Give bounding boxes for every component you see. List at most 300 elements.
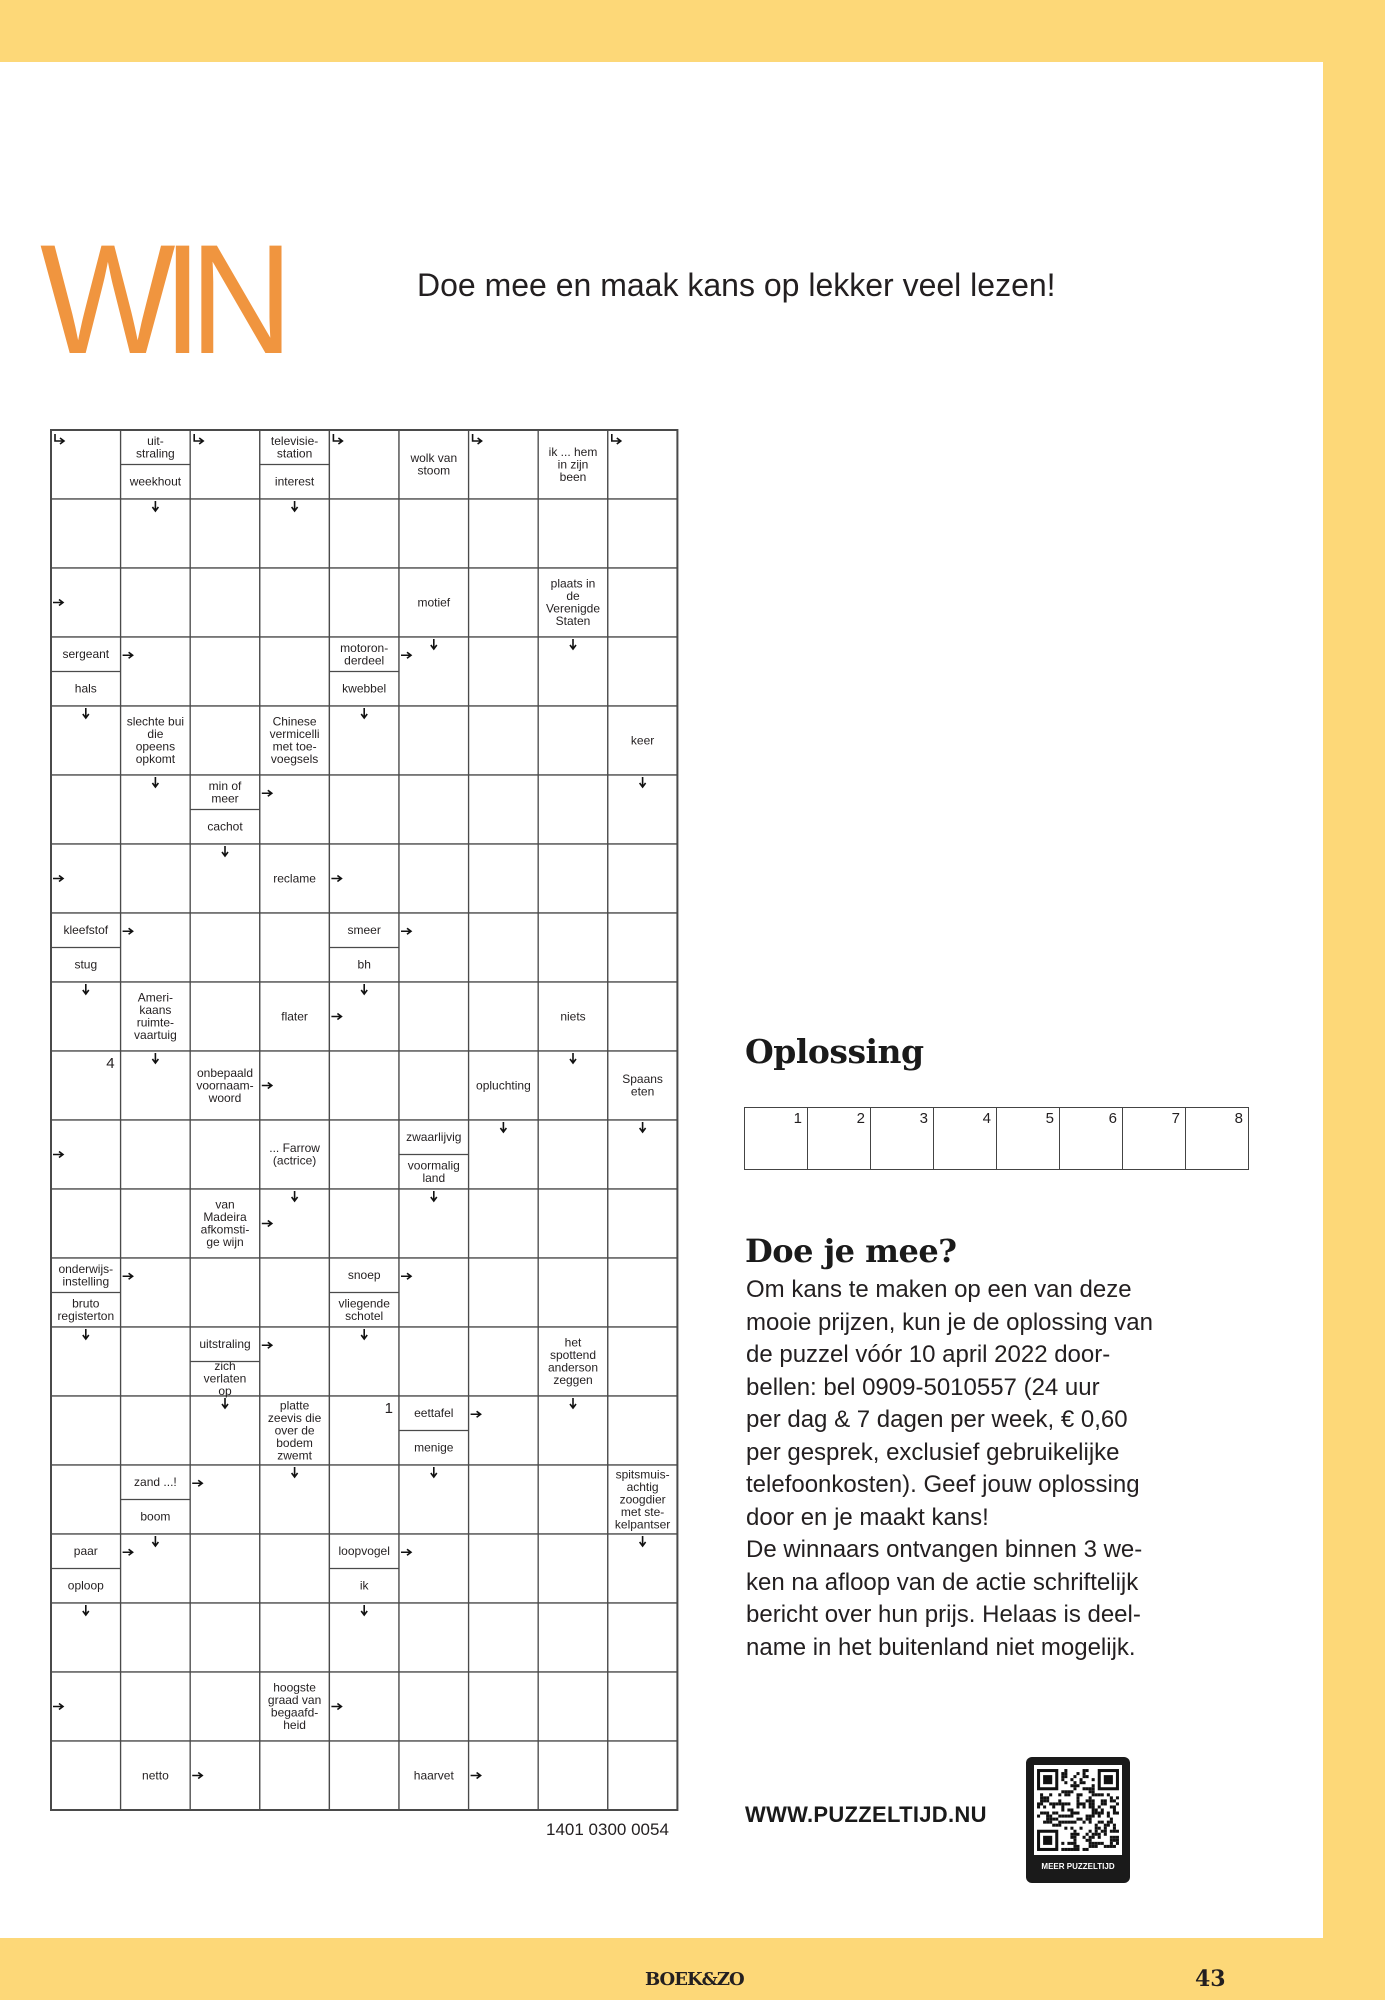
qr-module xyxy=(1080,1781,1083,1784)
crossword-svg xyxy=(51,430,679,1812)
qr-module xyxy=(1104,1799,1107,1802)
grid-cell[interactable] xyxy=(121,913,191,982)
qr-module xyxy=(1064,1775,1067,1778)
clue-text: de xyxy=(566,589,580,603)
clue-text: ... Farrow xyxy=(269,1141,320,1155)
solution-box[interactable] xyxy=(1123,1108,1186,1169)
grid-cell[interactable] xyxy=(260,913,330,982)
clue-text: oploop xyxy=(67,1578,104,1593)
qr-module xyxy=(1070,1821,1073,1824)
qr-module xyxy=(1083,1821,1086,1824)
grid-cell[interactable] xyxy=(399,499,469,568)
clue-text: over de xyxy=(274,1423,315,1438)
qr-module xyxy=(1095,1827,1098,1830)
qr-module xyxy=(1073,1848,1076,1851)
clue-text: snoep xyxy=(347,1268,381,1282)
grid-cell[interactable] xyxy=(121,1672,191,1741)
qr-module xyxy=(1104,1802,1107,1805)
clue-text: spottend xyxy=(549,1348,597,1362)
participate-text xyxy=(746,1274,1186,1664)
qr-module xyxy=(1101,1799,1104,1802)
qr-module xyxy=(1086,1769,1089,1772)
grid-cell[interactable] xyxy=(329,1189,399,1258)
clue-text: ge wijn xyxy=(206,1235,244,1249)
clue-text: land xyxy=(422,1170,446,1185)
qr-module xyxy=(1092,1833,1095,1836)
puzzle-code: 1401 0300 0054 xyxy=(546,1820,669,1839)
grid-cell[interactable] xyxy=(190,1258,260,1327)
grid-cell[interactable] xyxy=(608,1189,678,1258)
clue-text: menige xyxy=(414,1440,454,1455)
qr-module xyxy=(1052,1805,1055,1808)
qr-module xyxy=(1073,1775,1076,1778)
qr-module xyxy=(1067,1821,1070,1824)
qr-module xyxy=(1064,1793,1067,1796)
qr-module xyxy=(1043,1821,1046,1824)
clue-text: zand ...! xyxy=(134,1475,177,1489)
clue-text: instelling xyxy=(62,1274,110,1289)
clue-text: zwemt xyxy=(277,1448,312,1463)
grid-cell[interactable] xyxy=(51,1189,121,1258)
solution-box[interactable] xyxy=(808,1108,871,1169)
grid-cell[interactable] xyxy=(469,568,539,637)
grid-cell[interactable] xyxy=(51,1465,121,1534)
qr-module xyxy=(1064,1781,1067,1784)
grid-cell[interactable] xyxy=(329,1465,399,1534)
qr-module xyxy=(1073,1836,1076,1839)
website-link[interactable]: WWW.PUZZELTIJD.NU xyxy=(745,1802,987,1827)
grid-cell[interactable] xyxy=(121,1396,191,1465)
grid-cell[interactable] xyxy=(260,568,330,637)
qr-module xyxy=(1061,1772,1064,1775)
grid-cell[interactable] xyxy=(190,1534,260,1603)
grid-cell[interactable] xyxy=(469,1189,539,1258)
grid-cell[interactable] xyxy=(121,1327,191,1396)
qr-module xyxy=(1092,1802,1095,1805)
qr-module xyxy=(1101,1802,1104,1805)
clue-text: motoron- xyxy=(340,640,389,655)
grid-cell[interactable] xyxy=(329,568,399,637)
qr-module xyxy=(1049,1793,1052,1796)
magazine-page xyxy=(0,62,1323,1992)
qr-module xyxy=(1086,1818,1089,1821)
qr-module xyxy=(1067,1802,1070,1805)
qr-module xyxy=(1076,1812,1079,1815)
grid-cell[interactable] xyxy=(608,1396,678,1465)
clue-text: eten xyxy=(630,1084,655,1099)
qr-module xyxy=(1101,1830,1104,1833)
qr-module xyxy=(1061,1805,1064,1808)
qr-module xyxy=(1113,1830,1116,1833)
clue-text: onbepaald xyxy=(196,1065,254,1080)
solution-box[interactable] xyxy=(997,1108,1060,1169)
solution-title: Oplossing xyxy=(745,1032,924,1071)
qr-module xyxy=(1092,1842,1095,1845)
qr-module xyxy=(1101,1812,1104,1815)
grid-cell[interactable] xyxy=(121,637,191,706)
clue-text: vermicelli xyxy=(269,727,320,741)
grid-cell[interactable] xyxy=(608,844,678,913)
qr-module xyxy=(1116,1839,1119,1842)
qr-module xyxy=(1076,1796,1079,1799)
clue-text: niets xyxy=(560,1009,586,1024)
qr-module xyxy=(1080,1793,1083,1796)
qr-module xyxy=(1092,1808,1095,1811)
grid-cell[interactable] xyxy=(260,1327,330,1396)
qr-module xyxy=(1073,1781,1076,1784)
qr-module xyxy=(1064,1821,1067,1824)
qr-module xyxy=(1107,1812,1110,1815)
clue-text: met ste- xyxy=(620,1504,665,1519)
qr-module xyxy=(1092,1812,1095,1815)
grid-cell[interactable] xyxy=(190,913,260,982)
qr-module xyxy=(1070,1815,1073,1818)
clue-text: Chinese xyxy=(272,714,317,729)
qr-module xyxy=(1076,1833,1079,1836)
qr-module xyxy=(1083,1836,1086,1839)
grid-cell[interactable] xyxy=(190,982,260,1051)
qr-module xyxy=(1058,1802,1061,1805)
qr-module xyxy=(1095,1793,1098,1796)
qr-module xyxy=(1110,1839,1113,1842)
grid-cell[interactable] xyxy=(538,913,608,982)
clue-text: verlaten xyxy=(203,1371,247,1386)
grid-cell[interactable] xyxy=(538,1672,608,1741)
qr-module xyxy=(1104,1824,1107,1827)
qr-module xyxy=(1098,1815,1101,1818)
grid-cell[interactable] xyxy=(469,1396,539,1465)
grid-cell[interactable] xyxy=(121,844,191,913)
qr-module xyxy=(1064,1772,1067,1775)
grid-cell[interactable] xyxy=(51,1396,121,1465)
grid-cell[interactable] xyxy=(260,637,330,706)
clue-text: in zijn xyxy=(557,457,589,472)
grid-cell[interactable] xyxy=(121,1258,191,1327)
clue-text: boom xyxy=(140,1509,171,1524)
clue-text: weekhout xyxy=(129,474,182,489)
qr-code[interactable] xyxy=(1026,1757,1130,1883)
solution-box-number: 3 xyxy=(919,1110,928,1127)
qr-module xyxy=(1073,1784,1076,1787)
solution-box[interactable] xyxy=(934,1108,997,1169)
qr-module xyxy=(1043,1775,1052,1784)
qr-module xyxy=(1061,1815,1064,1818)
qr-module xyxy=(1098,1812,1101,1815)
grid-cell[interactable] xyxy=(469,1672,539,1741)
qr-module xyxy=(1040,1799,1043,1802)
grid-cell[interactable] xyxy=(538,1120,608,1189)
qr-module xyxy=(1064,1815,1067,1818)
grid-cell[interactable] xyxy=(260,1741,330,1810)
qr-module xyxy=(1089,1802,1092,1805)
qr-module xyxy=(1064,1790,1067,1793)
qr-module xyxy=(1083,1787,1086,1790)
qr-module xyxy=(1067,1815,1070,1818)
grid-cell[interactable] xyxy=(608,1327,678,1396)
qr-module xyxy=(1040,1793,1043,1796)
grid-cell[interactable] xyxy=(329,775,399,844)
qr-module xyxy=(1098,1836,1101,1839)
grid-cell[interactable] xyxy=(190,568,260,637)
clue-text: Spaans xyxy=(622,1072,663,1086)
qr-module xyxy=(1070,1848,1073,1851)
grid-cell[interactable] xyxy=(399,1327,469,1396)
qr-module xyxy=(1070,1808,1073,1811)
qr-module xyxy=(1089,1821,1092,1824)
clue-text: uit- xyxy=(147,433,164,448)
qr-module xyxy=(1089,1845,1092,1848)
grid-cell[interactable] xyxy=(608,1258,678,1327)
participate-line: telefoonkosten). Geef jouw oplossing xyxy=(746,1471,1140,1498)
qr-module xyxy=(1110,1836,1113,1839)
qr-module xyxy=(1058,1793,1061,1796)
participate-title: Doe je mee? xyxy=(745,1232,957,1270)
qr-module xyxy=(1061,1775,1064,1778)
qr-module xyxy=(1080,1827,1083,1830)
qr-module xyxy=(1113,1812,1116,1815)
qr-module xyxy=(1043,1799,1046,1802)
qr-module xyxy=(1092,1790,1095,1793)
qr-module xyxy=(1067,1842,1070,1845)
grid-cell[interactable] xyxy=(469,844,539,913)
clue-text: station xyxy=(276,446,313,461)
clue-text: spitsmuis- xyxy=(615,1467,670,1482)
qr-module xyxy=(1043,1812,1046,1815)
qr-module xyxy=(1104,1827,1107,1830)
qr-module xyxy=(1076,1784,1079,1787)
grid-cell[interactable] xyxy=(469,637,539,706)
grid-cell[interactable] xyxy=(469,982,539,1051)
clue-text: paar xyxy=(73,1544,98,1558)
clue-text: onderwijs- xyxy=(58,1261,114,1276)
grid-cell[interactable] xyxy=(121,1189,191,1258)
clue-text: cachot xyxy=(207,819,243,834)
grid-cell[interactable] xyxy=(190,1603,260,1672)
grid-cell[interactable] xyxy=(608,1603,678,1672)
grid-cell[interactable] xyxy=(399,706,469,775)
grid-cell[interactable] xyxy=(538,499,608,568)
qr-module xyxy=(1116,1836,1119,1839)
qr-module xyxy=(1101,1842,1104,1845)
grid-cell[interactable] xyxy=(329,499,399,568)
qr-module xyxy=(1086,1787,1089,1790)
grid-cell[interactable] xyxy=(469,1603,539,1672)
qr-module xyxy=(1116,1802,1119,1805)
qr-module xyxy=(1070,1784,1073,1787)
qr-module xyxy=(1089,1836,1092,1839)
qr-module xyxy=(1083,1775,1086,1778)
grid-cell[interactable] xyxy=(260,1534,330,1603)
grid-cell[interactable] xyxy=(538,1465,608,1534)
clue-text: netto xyxy=(142,1768,169,1783)
grid-cell[interactable] xyxy=(121,1120,191,1189)
clue-text: Staten xyxy=(555,614,591,628)
clue-text: voormalig xyxy=(407,1158,460,1173)
solution-box[interactable] xyxy=(745,1108,808,1169)
qr-module xyxy=(1067,1808,1070,1811)
clue-text: zich xyxy=(214,1359,236,1373)
qr-module xyxy=(1089,1818,1092,1821)
grid-cell[interactable] xyxy=(469,1534,539,1603)
qr-module xyxy=(1061,1790,1064,1793)
grid-cell[interactable] xyxy=(608,568,678,637)
grid-cell[interactable] xyxy=(608,1741,678,1810)
qr-module xyxy=(1095,1833,1098,1836)
grid-cell[interactable] xyxy=(608,913,678,982)
grid-cell[interactable] xyxy=(538,1603,608,1672)
participate-line: De winnaars ontvangen binnen 3 we- xyxy=(746,1536,1143,1563)
grid-cell[interactable] xyxy=(469,706,539,775)
clue-text: keer xyxy=(630,733,655,748)
crossword-grid xyxy=(51,430,679,1812)
participate-line: mooie prijzen, kun je de oplossing van xyxy=(746,1308,1153,1336)
grid-cell[interactable] xyxy=(608,637,678,706)
grid-cell[interactable] xyxy=(121,1603,191,1672)
participate-line: ken na afloop van de actie schriftelijk xyxy=(746,1568,1139,1596)
qr-module xyxy=(1073,1812,1076,1815)
grid-cell[interactable] xyxy=(329,1051,399,1120)
grid-cell[interactable] xyxy=(190,1672,260,1741)
grid-cell[interactable] xyxy=(260,1258,330,1327)
qr-module xyxy=(1116,1796,1119,1799)
clue-text: min of xyxy=(208,778,242,793)
qr-module xyxy=(1101,1821,1104,1824)
clue-text: flater xyxy=(281,1009,308,1024)
grid-cell[interactable] xyxy=(51,1741,121,1810)
grid-cell[interactable] xyxy=(399,1603,469,1672)
grid-cell[interactable] xyxy=(469,775,539,844)
grid-cell[interactable] xyxy=(399,1051,469,1120)
qr-module xyxy=(1083,1781,1086,1784)
grid-cell[interactable] xyxy=(260,1603,330,1672)
qr-module xyxy=(1037,1815,1040,1818)
qr-module xyxy=(1046,1815,1049,1818)
grid-cell[interactable] xyxy=(608,499,678,568)
qr-module xyxy=(1070,1836,1073,1839)
grid-cell[interactable] xyxy=(538,1258,608,1327)
grid-cell[interactable] xyxy=(469,499,539,568)
qr-module xyxy=(1070,1812,1073,1815)
qr-module xyxy=(1083,1805,1086,1808)
qr-module xyxy=(1107,1845,1110,1848)
solution-box[interactable] xyxy=(871,1108,934,1169)
qr-module xyxy=(1073,1842,1076,1845)
qr-module xyxy=(1046,1799,1049,1802)
clue-text: voegsels xyxy=(270,752,319,766)
solution-box-number: 4 xyxy=(982,1110,991,1127)
grid-cell[interactable] xyxy=(538,775,608,844)
grid-cell[interactable] xyxy=(190,1120,260,1189)
grid-cell[interactable] xyxy=(538,844,608,913)
qr-module xyxy=(1086,1799,1089,1802)
qr-module xyxy=(1043,1796,1046,1799)
win-title: WIN xyxy=(40,213,281,387)
clue-text: platte xyxy=(279,1398,310,1413)
qr-module xyxy=(1110,1818,1113,1821)
qr-module xyxy=(1083,1772,1086,1775)
clue-text: hals xyxy=(74,681,97,696)
grid-cell[interactable] xyxy=(121,568,191,637)
qr-module xyxy=(1076,1793,1079,1796)
qr-module xyxy=(1052,1824,1055,1827)
qr-module xyxy=(1076,1818,1079,1821)
qr-module xyxy=(1040,1796,1043,1799)
clue-text: eettafel xyxy=(414,1406,454,1420)
qr-module xyxy=(1095,1830,1098,1833)
grid-cell[interactable] xyxy=(399,844,469,913)
grid-cell[interactable] xyxy=(190,637,260,706)
qr-module xyxy=(1089,1790,1092,1793)
clue-text: kelpantser xyxy=(614,1517,671,1532)
clue-text: plaats in xyxy=(550,576,596,591)
qr-module xyxy=(1070,1778,1073,1781)
qr-module xyxy=(1076,1799,1079,1802)
qr-module xyxy=(1095,1812,1098,1815)
grid-cell[interactable] xyxy=(469,1327,539,1396)
grid-cell[interactable] xyxy=(469,913,539,982)
qr-module xyxy=(1086,1775,1089,1778)
qr-module xyxy=(1073,1839,1076,1842)
grid-cell[interactable] xyxy=(399,913,469,982)
grid-cell[interactable] xyxy=(399,982,469,1051)
grid-cell[interactable] xyxy=(190,706,260,775)
grid-cell[interactable] xyxy=(190,1465,260,1534)
solution-box[interactable] xyxy=(1060,1108,1123,1169)
qr-module xyxy=(1092,1836,1095,1839)
grid-cell[interactable] xyxy=(329,1120,399,1189)
participate-line: per gesprek, exclusief gebruikelijke xyxy=(746,1438,1120,1466)
grid-cell[interactable] xyxy=(399,1672,469,1741)
cell-number: 1 xyxy=(384,1400,393,1417)
qr-module xyxy=(1049,1818,1052,1821)
grid-cell[interactable] xyxy=(469,1258,539,1327)
qr-module xyxy=(1113,1799,1116,1802)
qr-module xyxy=(1073,1830,1076,1833)
grid-cell[interactable] xyxy=(51,499,121,568)
grid-cell[interactable] xyxy=(538,1534,608,1603)
clue-text: heid xyxy=(283,1718,306,1732)
grid-cell[interactable] xyxy=(608,982,678,1051)
grid-cell[interactable] xyxy=(608,1672,678,1741)
grid-cell[interactable] xyxy=(399,1534,469,1603)
qr-module xyxy=(1080,1778,1083,1781)
grid-cell[interactable] xyxy=(51,775,121,844)
qr-module xyxy=(1052,1802,1055,1805)
qr-module xyxy=(1101,1793,1104,1796)
grid-cell[interactable] xyxy=(329,1741,399,1810)
grid-cell[interactable] xyxy=(538,1741,608,1810)
grid-cell[interactable] xyxy=(469,1465,539,1534)
qr-module xyxy=(1076,1805,1079,1808)
grid-cell[interactable] xyxy=(538,1189,608,1258)
solution-box[interactable] xyxy=(1186,1108,1249,1169)
clue-text: Verenigde xyxy=(545,601,601,616)
clue-text: begaafd- xyxy=(270,1705,319,1720)
qr-module xyxy=(1067,1848,1070,1851)
grid-cell[interactable] xyxy=(399,1258,469,1327)
grid-cell[interactable] xyxy=(260,775,330,844)
clue-text: woord xyxy=(208,1090,242,1105)
qr-module xyxy=(1089,1815,1092,1818)
qr-code-pattern xyxy=(1034,1765,1122,1855)
grid-cell[interactable] xyxy=(399,775,469,844)
cell-number: 4 xyxy=(106,1055,115,1072)
qr-module xyxy=(1104,1830,1107,1833)
qr-module xyxy=(1049,1815,1052,1818)
grid-cell[interactable] xyxy=(538,706,608,775)
qr-module xyxy=(1089,1796,1092,1799)
grid-cell[interactable] xyxy=(190,499,260,568)
